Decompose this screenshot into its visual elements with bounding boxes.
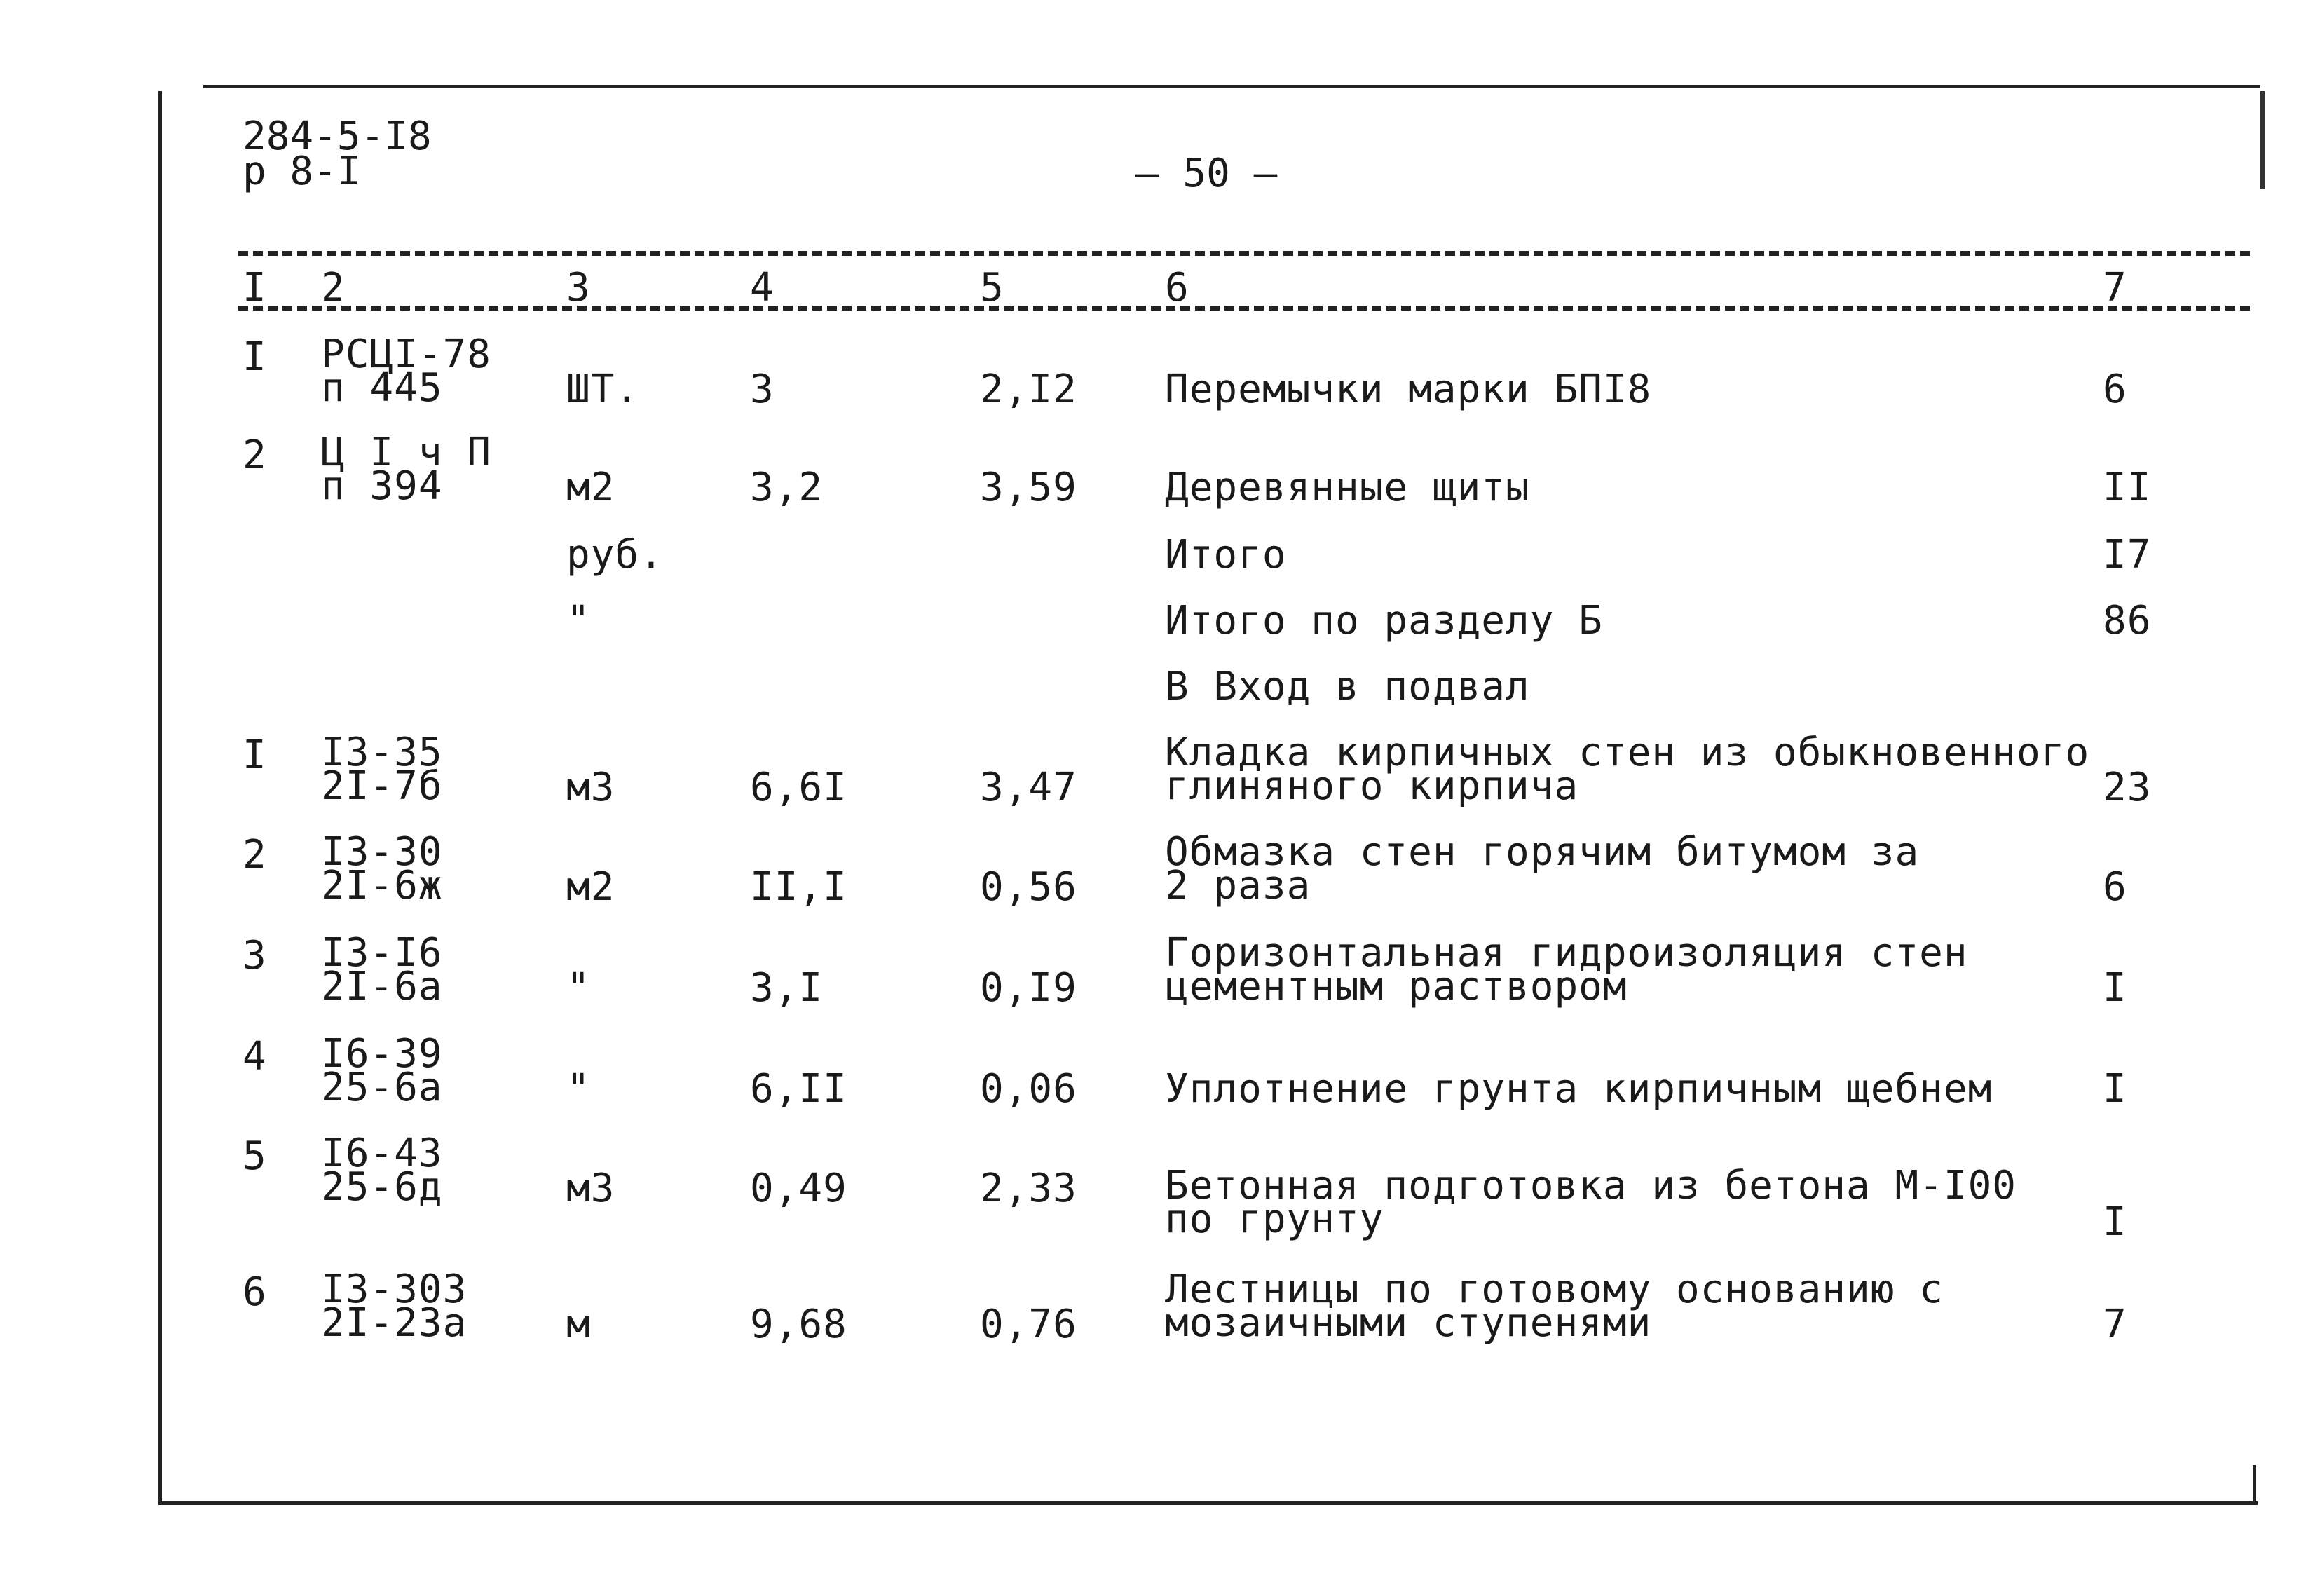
row-code-line2: п 445 [321,365,443,411]
document-code [243,114,432,194]
row-unit: м3 [566,765,615,810]
row-price: 2,33 [980,1166,1077,1211]
row-price: 3,47 [980,765,1077,810]
row-quantity: 3,I [750,965,824,1011]
row-total: 23 [2103,765,2152,810]
row-description: Перемычки марки БПI8 [1165,367,1652,412]
row-code-line2: 2I-7б [321,763,443,809]
row-code [321,1267,468,1346]
row-total: II [2103,465,2152,510]
row-number: 2 [243,832,267,878]
row-description-line1: Лестницы по готовому основанию с [1165,1267,1944,1312]
column-number-2: 2 [321,265,345,311]
row-code-line2: 2I-6а [321,964,443,1009]
row-total: 7 [2103,1302,2127,1347]
frame-border-right [2253,1465,2256,1504]
row-quantity: II,I [750,864,847,910]
row-unit: " [566,1066,591,1112]
row-code-line1: Ц I ч П [321,430,492,475]
row-code-line1: PCЦI-78 [321,332,492,377]
row-unit: м [566,1302,591,1347]
row-description: Деревянные щиты [1165,465,1530,510]
row-description: Уплотнение грунта кирпичным щебнем [1165,1066,1993,1112]
row-description-line1: Кладка кирпичных стен из обыкновенного [1165,730,2090,775]
row-unit: " [566,965,591,1011]
row-unit: м2 [566,465,615,510]
frame-border-left [158,91,162,1504]
document-code-line2: p 8-I [243,149,361,194]
row-description: Итого [1165,532,1287,578]
row-unit: руб. [566,532,664,578]
row-quantity: 0,49 [750,1166,847,1211]
row-code-line2: п 394 [321,463,443,509]
row-code [321,1131,443,1210]
row-unit: " [566,598,591,643]
row-description-line1: Обмазка стен горячим битумом за [1165,829,1920,875]
row-code [321,730,443,809]
row-price: 0,I9 [980,965,1077,1011]
row-code [321,332,492,411]
row-code-line1: I3-303 [321,1267,468,1312]
row-number: 3 [243,933,267,978]
row-price: 0,56 [980,864,1077,910]
row-code-line1: I3-30 [321,829,443,875]
column-number-1: I [243,265,266,311]
row-code-line2: 25-6а [321,1065,443,1110]
row-total: 6 [2103,367,2127,412]
row-description [1165,1267,1944,1346]
row-description-line2: цементным раствором [1165,964,1628,1009]
row-unit: ШТ. [566,367,640,412]
column-number-7: 7 [2103,265,2127,311]
row-description-line2: мозаичными ступенями [1165,1300,1652,1346]
row-number: 4 [243,1034,267,1079]
row-unit: м2 [566,864,615,910]
row-price: 0,06 [980,1066,1077,1112]
row-price: 2,I2 [980,367,1077,412]
row-unit: м3 [566,1166,615,1211]
row-description-line2: глиняного кирпича [1165,763,1579,809]
row-total: 86 [2103,598,2152,643]
row-quantity: 6,II [750,1066,847,1112]
row-quantity: 3,2 [750,465,824,510]
frame-border-bottom [158,1501,2258,1505]
row-price: 0,76 [980,1302,1077,1347]
column-number-5: 5 [980,265,1004,311]
row-code-line2: 25-6д [321,1164,443,1210]
row-total: I [2103,965,2127,1011]
row-code [321,829,443,908]
row-quantity: 3 [750,367,775,412]
header-divider-bottom [238,306,2250,311]
row-description [1165,1163,2017,1242]
column-number-4: 4 [750,265,774,311]
document-code-line1: 284-5-I8 [243,114,432,159]
column-number-3: 3 [566,265,590,311]
page-number: — 50 — [1135,151,1278,196]
row-code-line2: 2I-6ж [321,863,443,908]
row-quantity: 9,68 [750,1302,847,1347]
row-total: I [2103,1199,2127,1245]
row-description [1165,930,1968,1009]
row-code-line1: I6-39 [321,1031,443,1077]
row-number: 2 [243,432,267,478]
column-number-6: 6 [1165,265,1189,311]
row-total: I [2103,1066,2127,1112]
frame-border-top [203,85,2260,88]
row-price: 3,59 [980,465,1077,510]
row-total: 6 [2103,864,2127,910]
row-description-line1: Бетонная подготовка из бетона М-I00 [1165,1163,2017,1208]
row-description-line1: Горизонтальная гидроизоляция стен [1165,930,1968,976]
frame-border-right-top [2260,91,2265,189]
row-description-line2: 2 раза [1165,863,1311,908]
row-code [321,1031,443,1110]
row-code-line1: I6-43 [321,1131,443,1176]
row-number: 6 [243,1269,267,1315]
row-description [1165,730,2090,809]
section-heading: В Вход в подвал [1165,664,1530,709]
header-divider-top [238,251,2250,256]
row-quantity: 6,6I [750,765,847,810]
row-code-line2: 2I-23а [321,1300,468,1346]
row-total: I7 [2103,532,2152,578]
row-number: I [243,732,267,778]
row-description [1165,829,1920,908]
row-description: Итого по разделу Б [1165,598,1603,643]
row-code-line1: I3-I6 [321,930,443,976]
row-number: I [243,334,267,380]
row-code [321,930,443,1009]
row-description-line2: по грунту [1165,1196,1384,1242]
row-code [321,430,492,509]
row-number: 5 [243,1133,267,1179]
row-code-line1: I3-35 [321,730,443,775]
